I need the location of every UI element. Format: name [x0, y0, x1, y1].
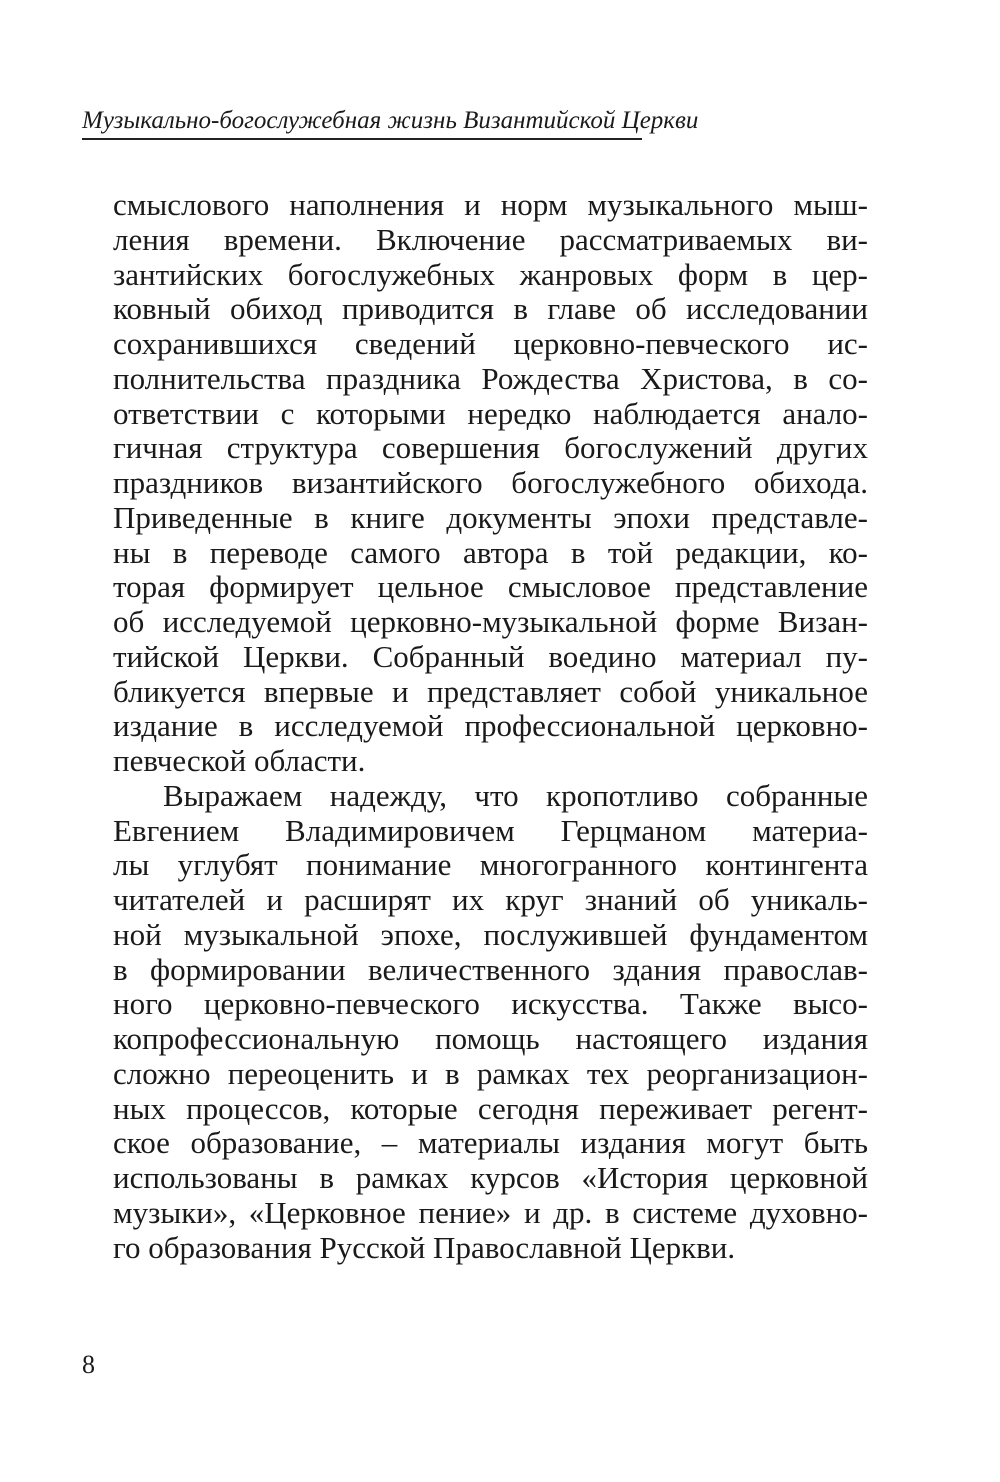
text-line: Приведенные в книге документы эпохи представле-	[113, 499, 868, 535]
text-line: ной музыкальной эпохе, послужившей фундаментом	[113, 916, 868, 952]
text-line: гичная структура совершения богослужений других	[113, 430, 868, 466]
text-line: лы углубят понимание многогранного контингента	[113, 847, 868, 883]
paragraph-2	[113, 779, 868, 1266]
text-line: бликуется впервые и представляет собой уникальное	[113, 673, 868, 709]
text-line: торая формирует цельное смысловое представление	[113, 569, 868, 605]
text-line: ковный обиход приводится в главе об исследовании	[113, 291, 868, 327]
text-line: Выражаем надежду, что кропотливо собранные	[163, 777, 868, 813]
text-line: музыки», «Церковное пение» и др. в системе духовно-	[113, 1194, 868, 1230]
text-line: сохранившихся сведений церковно-певческого ис-	[113, 326, 868, 361]
text-line: тийской Церкви. Собранный воедино материал пу-	[113, 638, 868, 674]
text-line: смыслового наполнения и норм музыкального мыш-	[113, 187, 868, 222]
body-text	[113, 188, 868, 1265]
text-line: зантийских богослужебных жанровых форм в цер-	[113, 256, 868, 292]
text-line: праздников византийского богослужебного обихода.	[113, 465, 868, 500]
text-line: ления времени. Включение рассматриваемых ви-	[113, 221, 868, 257]
text-line: копрофессиональную помощь настоящего издания	[113, 1021, 868, 1056]
text-line: го образования Русской Православной Церкви.	[113, 1229, 736, 1265]
text-line: издание в исследуемой профессиональной церковно-	[113, 708, 868, 744]
text-line: ответствии с которыми нередко наблюдается анало-	[113, 395, 868, 431]
text-line: использованы в рамках курсов «История церковной	[113, 1160, 868, 1195]
running-head: Музыкально-богослужебная жизнь Византийской Церкви	[82, 106, 642, 140]
text-line: об исследуемой церковно-музыкальной форме Визан-	[113, 604, 868, 639]
page-number: 8	[82, 1350, 95, 1379]
text-line: читателей и расширят их круг знаний об уникаль-	[113, 882, 868, 917]
text-line: в формировании величественного здания православ-	[113, 951, 868, 987]
text-line: ны в переводе самого автора в той редакции, ко-	[113, 534, 868, 570]
text-line: ных процессов, которые сегодня переживает регент-	[113, 1090, 868, 1126]
paragraph-1	[113, 188, 868, 779]
text-line: Евгением Владимировичем Герцманом материа-	[113, 812, 868, 848]
text-line: певческой области.	[113, 743, 366, 778]
text-line: полнительства праздника Рождества Христова, в со-	[113, 360, 868, 396]
text-line: ного церковно-певческого искусства. Также высо-	[113, 986, 868, 1022]
text-line: ское образование, – материалы издания могут быть	[113, 1125, 868, 1161]
text-line: сложно переоценить и в рамках тех реорганизацион-	[113, 1055, 868, 1091]
